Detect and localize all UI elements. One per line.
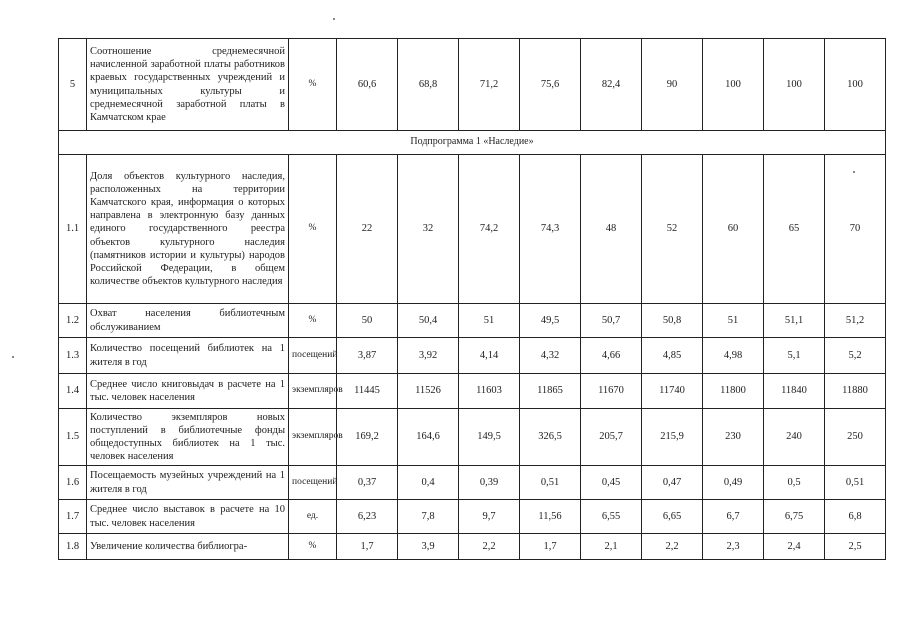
value-cell: 11603 bbox=[459, 374, 520, 409]
value-cell: 6,75 bbox=[764, 500, 825, 534]
value-cell: 0,47 bbox=[642, 466, 703, 500]
table-row bbox=[59, 338, 886, 374]
value-cell: 9,7 bbox=[459, 500, 520, 534]
row-number: 1.3 bbox=[59, 338, 87, 374]
scan-speck bbox=[333, 18, 335, 20]
scan-speck bbox=[853, 171, 855, 173]
value-cell: 149,5 bbox=[459, 409, 520, 466]
value-cell: 11840 bbox=[764, 374, 825, 409]
unit-cell: % bbox=[289, 534, 337, 560]
value-cell: 1,7 bbox=[337, 534, 398, 560]
value-cell: 5,2 bbox=[825, 338, 886, 374]
value-cell: 0,37 bbox=[337, 466, 398, 500]
value-cell: 0,49 bbox=[703, 466, 764, 500]
value-cell: 3,9 bbox=[398, 534, 459, 560]
indicator-name: Количество посещений библиотек на 1 жителя в год bbox=[87, 338, 289, 374]
value-cell: 4,85 bbox=[642, 338, 703, 374]
unit-cell: экземпляров bbox=[289, 409, 337, 466]
value-cell: 49,5 bbox=[520, 304, 581, 338]
value-cell: 230 bbox=[703, 409, 764, 466]
row-number: 1.4 bbox=[59, 374, 87, 409]
unit-cell: % bbox=[289, 155, 337, 304]
value-cell: 11,56 bbox=[520, 500, 581, 534]
unit-cell: посещений bbox=[289, 466, 337, 500]
value-cell: 2,3 bbox=[703, 534, 764, 560]
row-number: 1.8 bbox=[59, 534, 87, 560]
value-cell: 22 bbox=[337, 155, 398, 304]
indicator-name: Среднее число книговыдач в расчете на 1 тыс. человек населения bbox=[87, 374, 289, 409]
row-number: 1.2 bbox=[59, 304, 87, 338]
value-cell: 2,1 bbox=[581, 534, 642, 560]
value-cell: 3,87 bbox=[337, 338, 398, 374]
table-row bbox=[59, 304, 886, 338]
value-cell: 0,5 bbox=[764, 466, 825, 500]
value-cell: 65 bbox=[764, 155, 825, 304]
value-cell: 11865 bbox=[520, 374, 581, 409]
value-cell: 3,92 bbox=[398, 338, 459, 374]
value-cell: 0,4 bbox=[398, 466, 459, 500]
value-cell: 6,23 bbox=[337, 500, 398, 534]
indicator-name: Увеличение количества библиогра- bbox=[87, 534, 289, 560]
value-cell: 50,4 bbox=[398, 304, 459, 338]
value-cell: 51 bbox=[459, 304, 520, 338]
value-cell: 2,2 bbox=[459, 534, 520, 560]
unit-cell: посещений bbox=[289, 338, 337, 374]
value-cell: 2,4 bbox=[764, 534, 825, 560]
value-cell: 0,51 bbox=[520, 466, 581, 500]
row-number: 1.6 bbox=[59, 466, 87, 500]
value-cell: 0,51 bbox=[825, 466, 886, 500]
value-cell: 100 bbox=[764, 39, 825, 131]
value-cell: 4,32 bbox=[520, 338, 581, 374]
value-cell: 6,7 bbox=[703, 500, 764, 534]
subprogram-row bbox=[59, 131, 886, 155]
value-cell: 169,2 bbox=[337, 409, 398, 466]
value-cell: 6,65 bbox=[642, 500, 703, 534]
value-cell: 68,8 bbox=[398, 39, 459, 131]
indicator-name: Соотношение среднемесячной начисленной заработной платы работников краевых государственных учреждений и муниципальных культуры и среднемесячной заработной платы в Камчатском крае bbox=[87, 39, 289, 131]
table-row bbox=[59, 534, 886, 560]
value-cell: 100 bbox=[825, 39, 886, 131]
indicator-name: Посещаемость музейных учреждений на 1 жителя в год bbox=[87, 466, 289, 500]
table-row bbox=[59, 374, 886, 409]
value-cell: 215,9 bbox=[642, 409, 703, 466]
value-cell: 48 bbox=[581, 155, 642, 304]
value-cell: 51,2 bbox=[825, 304, 886, 338]
table-row bbox=[59, 155, 886, 304]
unit-cell: ед. bbox=[289, 500, 337, 534]
value-cell: 60 bbox=[703, 155, 764, 304]
value-cell: 74,3 bbox=[520, 155, 581, 304]
value-cell: 0,39 bbox=[459, 466, 520, 500]
value-cell: 50,7 bbox=[581, 304, 642, 338]
value-cell: 71,2 bbox=[459, 39, 520, 131]
indicator-name: Среднее число выставок в расчете на 10 тыс. человек населения bbox=[87, 500, 289, 534]
value-cell: 11670 bbox=[581, 374, 642, 409]
value-cell: 50 bbox=[337, 304, 398, 338]
row-number: 1.5 bbox=[59, 409, 87, 466]
value-cell: 51,1 bbox=[764, 304, 825, 338]
value-cell: 0,45 bbox=[581, 466, 642, 500]
value-cell: 11445 bbox=[337, 374, 398, 409]
value-cell: 11740 bbox=[642, 374, 703, 409]
value-cell: 100 bbox=[703, 39, 764, 131]
unit-cell: % bbox=[289, 39, 337, 131]
indicator-name: Доля объектов культурного наследия, расположенных на территории Камчатского края, информация о которых направлена в электронную базу данных единого государственного реестра объектов культурного наследия (памятников истории и культуры) народов Российской Федерации, в общем количестве объектов культурного наследия bbox=[87, 155, 289, 304]
value-cell: 2,2 bbox=[642, 534, 703, 560]
value-cell: 250 bbox=[825, 409, 886, 466]
table-row bbox=[59, 500, 886, 534]
value-cell: 4,66 bbox=[581, 338, 642, 374]
table-row bbox=[59, 39, 886, 131]
value-cell: 32 bbox=[398, 155, 459, 304]
table-row bbox=[59, 466, 886, 500]
value-cell: 240 bbox=[764, 409, 825, 466]
row-number: 5 bbox=[59, 39, 87, 131]
value-cell: 60,6 bbox=[337, 39, 398, 131]
row-number: 1.7 bbox=[59, 500, 87, 534]
row-number: 1.1 bbox=[59, 155, 87, 304]
value-cell: 51 bbox=[703, 304, 764, 338]
subprogram-title: Подпрограмма 1 «Наследие» bbox=[59, 131, 886, 155]
value-cell: 11526 bbox=[398, 374, 459, 409]
value-cell: 2,5 bbox=[825, 534, 886, 560]
value-cell: 7,8 bbox=[398, 500, 459, 534]
value-cell: 6,8 bbox=[825, 500, 886, 534]
value-cell: 1,7 bbox=[520, 534, 581, 560]
value-cell: 82,4 bbox=[581, 39, 642, 131]
indicator-name: Охват населения библиотечным обслуживанием bbox=[87, 304, 289, 338]
indicator-name: Количество экземпляров новых поступлений в библиотечные фонды общедоступных библиотек на 1 тыс. человек населения bbox=[87, 409, 289, 466]
value-cell: 70 bbox=[825, 155, 886, 304]
table-row bbox=[59, 409, 886, 466]
unit-cell: экземпляров bbox=[289, 374, 337, 409]
value-cell: 6,55 bbox=[581, 500, 642, 534]
value-cell: 4,14 bbox=[459, 338, 520, 374]
value-cell: 326,5 bbox=[520, 409, 581, 466]
value-cell: 205,7 bbox=[581, 409, 642, 466]
indicators-table bbox=[58, 38, 886, 560]
value-cell: 5,1 bbox=[764, 338, 825, 374]
value-cell: 11800 bbox=[703, 374, 764, 409]
value-cell: 50,8 bbox=[642, 304, 703, 338]
scan-speck bbox=[12, 356, 14, 358]
value-cell: 52 bbox=[642, 155, 703, 304]
value-cell: 11880 bbox=[825, 374, 886, 409]
value-cell: 75,6 bbox=[520, 39, 581, 131]
value-cell: 90 bbox=[642, 39, 703, 131]
value-cell: 74,2 bbox=[459, 155, 520, 304]
value-cell: 164,6 bbox=[398, 409, 459, 466]
unit-cell: % bbox=[289, 304, 337, 338]
value-cell: 4,98 bbox=[703, 338, 764, 374]
